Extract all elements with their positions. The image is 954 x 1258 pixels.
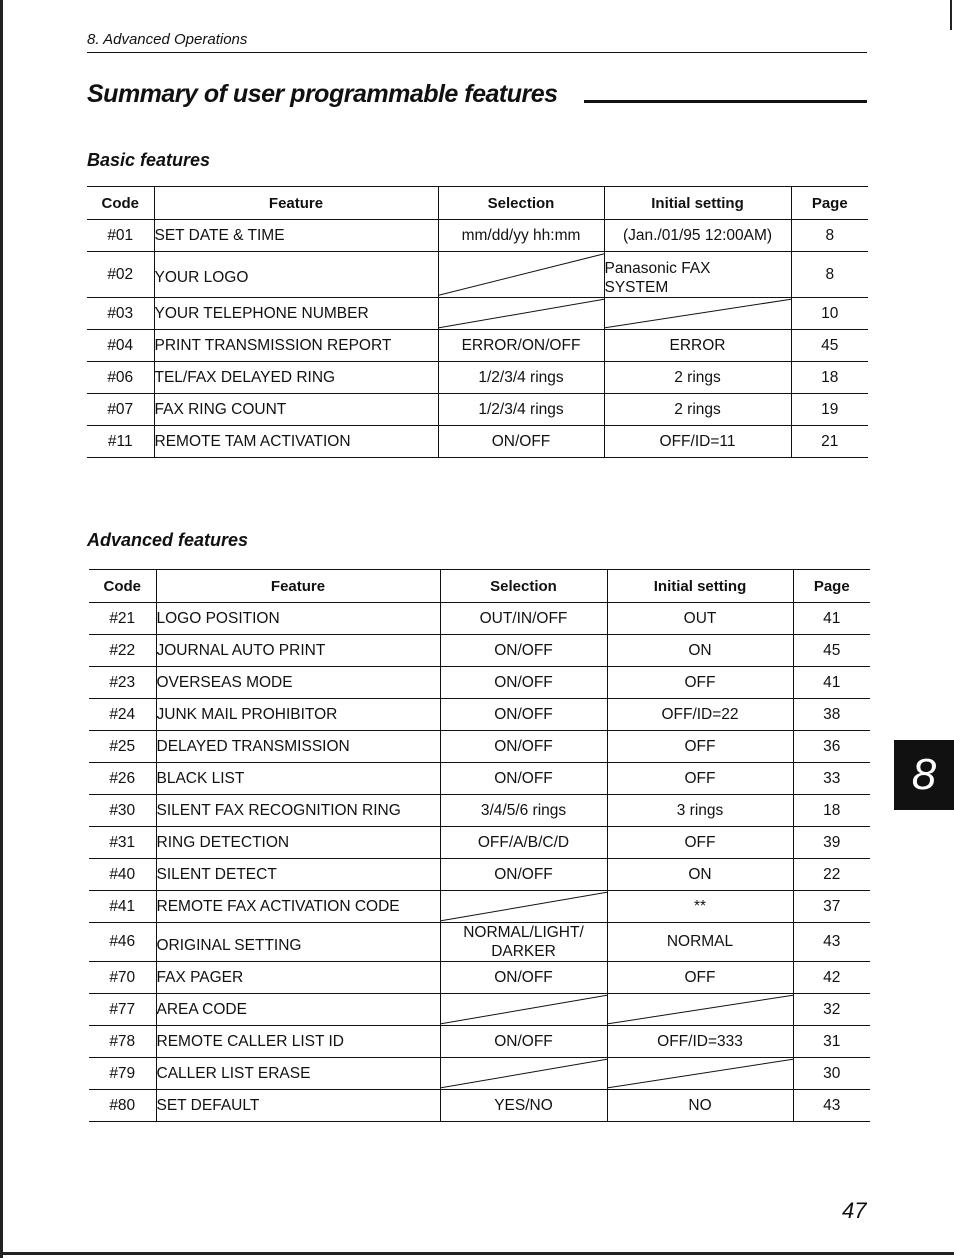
page-cell: 21 — [791, 426, 868, 458]
selection-cell: OFF/A/B/C/D — [440, 827, 607, 859]
selection-cell: ON/OFF — [440, 859, 607, 891]
code-cell: #46 — [89, 923, 156, 962]
feature-cell: PRINT TRANSMISSION REPORT — [154, 330, 438, 362]
table-row — [89, 731, 870, 763]
feature-cell: ORIGINAL SETTING — [156, 923, 440, 962]
initial-setting-cell: 2 rings — [604, 394, 791, 426]
column-header-initial-setting: Initial setting — [604, 187, 791, 220]
selection-cell: ON/OFF — [438, 426, 604, 458]
code-cell: #78 — [89, 1026, 156, 1058]
diagonal-slash-icon — [608, 994, 793, 1025]
code-cell: #21 — [89, 603, 156, 635]
table-row — [87, 252, 868, 298]
feature-cell: REMOTE CALLER LIST ID — [156, 1026, 440, 1058]
title-rule — [584, 100, 867, 103]
column-header-selection: Selection — [440, 570, 607, 603]
code-cell: #11 — [87, 426, 154, 458]
feature-cell: DELAYED TRANSMISSION — [156, 731, 440, 763]
feature-cell: SILENT DETECT — [156, 859, 440, 891]
table-header-row — [89, 570, 870, 603]
code-cell: #79 — [89, 1058, 156, 1090]
selection-cell: ON/OFF — [440, 763, 607, 795]
feature-cell: JOURNAL AUTO PRINT — [156, 635, 440, 667]
diagonal-slash-icon — [441, 1058, 607, 1089]
code-cell: #77 — [89, 994, 156, 1026]
selection-cell: YES/NO — [440, 1090, 607, 1122]
initial-setting-cell: OFF/ID=22 — [607, 699, 793, 731]
initial-setting-cell: OFF — [607, 731, 793, 763]
page-cell: 42 — [793, 962, 870, 994]
selection-cell: OUT/IN/OFF — [440, 603, 607, 635]
initial-setting-cell: ON — [607, 859, 793, 891]
selection-cell: 1/2/3/4 rings — [438, 362, 604, 394]
table-row — [89, 635, 870, 667]
code-cell: #01 — [87, 220, 154, 252]
selection-cell: ON/OFF — [440, 635, 607, 667]
feature-cell: JUNK MAIL PROHIBITOR — [156, 699, 440, 731]
page-cell: 43 — [793, 1090, 870, 1122]
page-cell: 36 — [793, 731, 870, 763]
code-cell: #06 — [87, 362, 154, 394]
advanced-features-title: Advanced features — [87, 530, 249, 550]
page-cell: 33 — [793, 763, 870, 795]
table-row — [89, 994, 870, 1026]
selection-cell: ON/OFF — [440, 731, 607, 763]
page-cell: 39 — [793, 827, 870, 859]
selection-cell-not-applicable — [440, 891, 607, 923]
page-cell: 18 — [793, 795, 870, 827]
feature-cell: YOUR TELEPHONE NUMBER — [154, 298, 438, 330]
initial-setting-cell: OFF/ID=333 — [607, 1026, 793, 1058]
code-cell: #02 — [87, 252, 154, 298]
page-bottom-edge — [0, 1252, 954, 1255]
page-cell: 8 — [791, 252, 868, 298]
feature-cell: CALLER LIST ERASE — [156, 1058, 440, 1090]
page-cell: 32 — [793, 994, 870, 1026]
selection-cell: ON/OFF — [440, 667, 607, 699]
table-row — [89, 603, 870, 635]
running-head: 8. Advanced Operations — [87, 31, 248, 48]
column-header-initial-setting: Initial setting — [607, 570, 793, 603]
table-row — [89, 962, 870, 994]
code-cell: #23 — [89, 667, 156, 699]
page-title: Summary of user programmable features — [87, 80, 558, 108]
page-cell: 10 — [791, 298, 868, 330]
page-cell: 18 — [791, 362, 868, 394]
selection-cell-not-applicable — [438, 298, 604, 330]
initial-setting-cell: OFF/ID=11 — [604, 426, 791, 458]
initial-setting-cell: ERROR — [604, 330, 791, 362]
feature-cell: AREA CODE — [156, 994, 440, 1026]
table-row — [89, 1090, 870, 1122]
feature-cell: OVERSEAS MODE — [156, 667, 440, 699]
initial-setting-cell: NO — [607, 1090, 793, 1122]
code-cell: #30 — [89, 795, 156, 827]
page-left-edge — [0, 0, 3, 1258]
selection-cell-not-applicable — [440, 1058, 607, 1090]
page-cell: 19 — [791, 394, 868, 426]
page-cell: 22 — [793, 859, 870, 891]
selection-cell: mm/dd/yy hh:mm — [438, 220, 604, 252]
selection-cell: ON/OFF — [440, 962, 607, 994]
basic-features-table — [87, 186, 868, 458]
feature-cell: REMOTE TAM ACTIVATION — [154, 426, 438, 458]
code-cell: #26 — [89, 763, 156, 795]
code-cell: #24 — [89, 699, 156, 731]
initial-setting-cell: OFF — [607, 962, 793, 994]
feature-cell: YOUR LOGO — [154, 252, 438, 298]
page-cell: 45 — [793, 635, 870, 667]
table-row — [89, 891, 870, 923]
feature-cell: SILENT FAX RECOGNITION RING — [156, 795, 440, 827]
selection-cell: ERROR/ON/OFF — [438, 330, 604, 362]
table-row — [89, 827, 870, 859]
feature-cell: FAX PAGER — [156, 962, 440, 994]
page-cell: 8 — [791, 220, 868, 252]
table-row — [87, 298, 868, 330]
selection-cell: ON/OFF — [440, 1026, 607, 1058]
selection-cell-not-applicable — [438, 252, 604, 298]
code-cell: #07 — [87, 394, 154, 426]
diagonal-slash-icon — [608, 1058, 793, 1089]
initial-setting-cell: (Jan./01/95 12:00AM) — [604, 220, 791, 252]
initial-setting-cell: Panasonic FAX SYSTEM — [604, 252, 791, 298]
table-row — [89, 859, 870, 891]
initial-setting-cell: OFF — [607, 667, 793, 699]
code-cell: #22 — [89, 635, 156, 667]
initial-setting-cell: 2 rings — [604, 362, 791, 394]
header-rule — [87, 52, 867, 53]
diagonal-slash-icon — [441, 891, 607, 922]
initial-setting-cell-not-applicable — [607, 994, 793, 1026]
initial-setting-cell: ** — [607, 891, 793, 923]
selection-cell: 3/4/5/6 rings — [440, 795, 607, 827]
feature-cell: FAX RING COUNT — [154, 394, 438, 426]
basic-features-title: Basic features — [87, 150, 211, 170]
initial-setting-cell: NORMAL — [607, 923, 793, 962]
page-cell: 45 — [791, 330, 868, 362]
feature-cell: LOGO POSITION — [156, 603, 440, 635]
code-cell: #25 — [89, 731, 156, 763]
diagonal-slash-icon — [605, 298, 791, 329]
page-right-edge — [950, 0, 952, 30]
initial-setting-cell: 3 rings — [607, 795, 793, 827]
initial-setting-cell-not-applicable — [604, 298, 791, 330]
table-row — [89, 795, 870, 827]
page-cell: 43 — [793, 923, 870, 962]
selection-cell: NORMAL/LIGHT/ DARKER — [440, 923, 607, 962]
column-header-code: Code — [89, 570, 156, 603]
table-row — [87, 362, 868, 394]
table-row — [89, 667, 870, 699]
column-header-code: Code — [87, 187, 154, 220]
chapter-tab: 8 — [894, 740, 954, 810]
code-cell: #80 — [89, 1090, 156, 1122]
page-cell: 41 — [793, 603, 870, 635]
table-row — [89, 699, 870, 731]
feature-cell: SET DATE & TIME — [154, 220, 438, 252]
table-row — [89, 1058, 870, 1090]
code-cell: #31 — [89, 827, 156, 859]
initial-setting-cell: OFF — [607, 827, 793, 859]
page-cell: 30 — [793, 1058, 870, 1090]
feature-cell: SET DEFAULT — [156, 1090, 440, 1122]
code-cell: #04 — [87, 330, 154, 362]
feature-cell: REMOTE FAX ACTIVATION CODE — [156, 891, 440, 923]
code-cell: #03 — [87, 298, 154, 330]
column-header-feature: Feature — [154, 187, 438, 220]
feature-cell: BLACK LIST — [156, 763, 440, 795]
code-cell: #41 — [89, 891, 156, 923]
column-header-selection: Selection — [438, 187, 604, 220]
feature-cell: TEL/FAX DELAYED RING — [154, 362, 438, 394]
column-header-page: Page — [793, 570, 870, 603]
initial-setting-cell: OFF — [607, 763, 793, 795]
selection-cell-not-applicable — [440, 994, 607, 1026]
diagonal-slash-icon — [439, 252, 604, 297]
page-cell: 38 — [793, 699, 870, 731]
table-row — [87, 330, 868, 362]
code-cell: #40 — [89, 859, 156, 891]
table-row — [89, 763, 870, 795]
table-row — [87, 426, 868, 458]
advanced-features-table — [89, 569, 870, 1122]
table-row — [87, 394, 868, 426]
selection-cell: 1/2/3/4 rings — [438, 394, 604, 426]
page-cell: 31 — [793, 1026, 870, 1058]
column-header-feature: Feature — [156, 570, 440, 603]
initial-setting-cell: OUT — [607, 603, 793, 635]
table-row — [89, 923, 870, 962]
table-row — [87, 220, 868, 252]
diagonal-slash-icon — [439, 298, 604, 329]
initial-setting-cell: ON — [607, 635, 793, 667]
table-header-row — [87, 187, 868, 220]
code-cell: #70 — [89, 962, 156, 994]
page-cell: 41 — [793, 667, 870, 699]
feature-cell: RING DETECTION — [156, 827, 440, 859]
initial-setting-cell-not-applicable — [607, 1058, 793, 1090]
diagonal-slash-icon — [441, 994, 607, 1025]
page-number: 47 — [842, 1198, 867, 1223]
selection-cell: ON/OFF — [440, 699, 607, 731]
table-row — [89, 1026, 870, 1058]
column-header-page: Page — [791, 187, 868, 220]
page-cell: 37 — [793, 891, 870, 923]
